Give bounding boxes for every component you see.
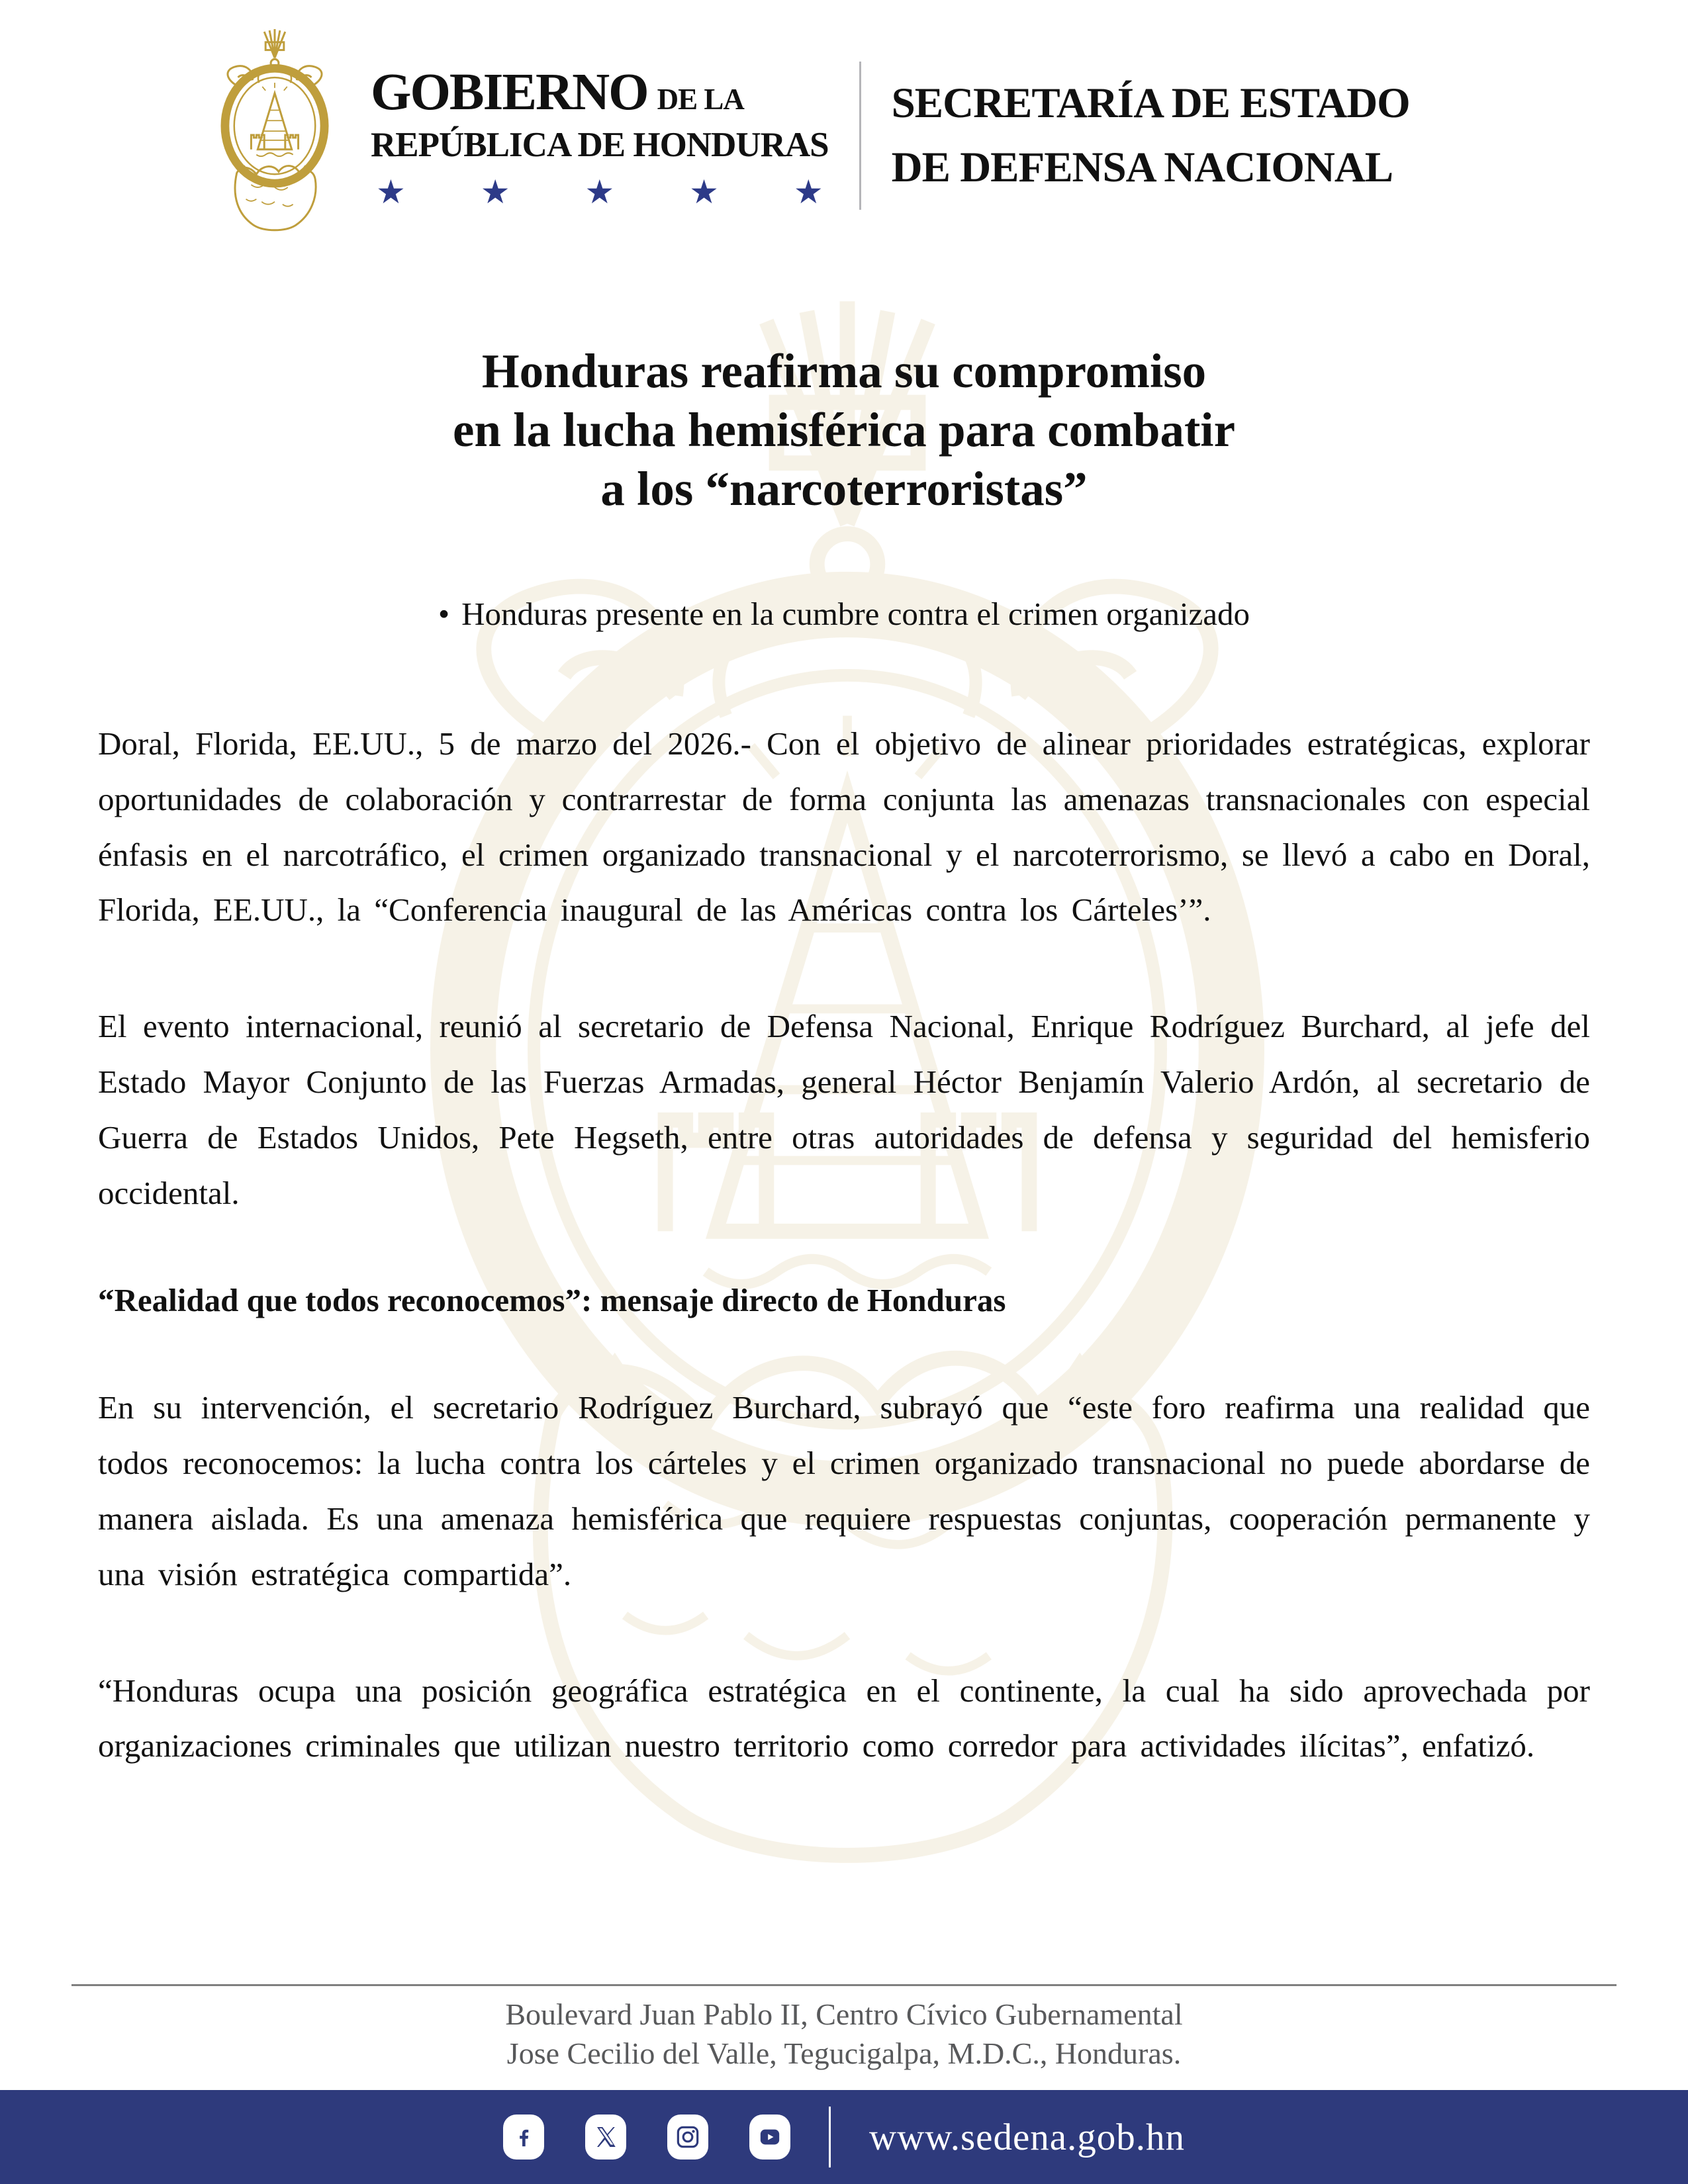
star-row <box>371 175 829 208</box>
secretaria-line-2: DE DEFENSA NACIONAL <box>891 144 1393 191</box>
body-paragraph: Doral, Florida, EE.UU., 5 de marzo del 2026.- Con el objetivo de alinear prioridades estratégicas, explorar oportunidades de colaboración y contrarrestar de forma conjunta las amenazas transnacionales con especial énfasis en el narcotráfico, el crimen organizado transnacional y el narcoterrorismo, se llevó a cabo en Doral, Florida, EE.UU., la “Conferencia inaugural de las Américas contra los Cárteles’”. <box>98 725 1590 929</box>
letterhead <box>0 0 1688 244</box>
header-divider <box>859 62 861 210</box>
wordmark-line-1 <box>371 63 829 122</box>
youtube-button[interactable] <box>749 2115 790 2160</box>
star-icon: ★ <box>585 173 615 210</box>
star-icon: ★ <box>689 173 719 210</box>
headline-line-1: Honduras reafirma su compromiso <box>481 344 1207 398</box>
article-body <box>98 716 1590 1774</box>
body-paragraph: En su intervención, el secretario Rodríguez Burchard, subrayó que “este foro reafirma una realidad que todos reconocemos: la lucha contra los cárteles y el crimen organizado transnacional no puede abordarse de manera aislada. Es una amenaza hemisférica que requiere respuestas conjuntas, cooperación permanente y una visión estratégica compartida”. <box>98 1389 1590 1592</box>
x-icon <box>592 2124 619 2150</box>
instagram-icon <box>675 2124 701 2150</box>
facebook-button[interactable] <box>503 2115 544 2160</box>
headline-line-3: a los “narcoterroristas” <box>600 462 1088 516</box>
facebook-icon <box>510 2124 537 2150</box>
body-paragraph: El evento internacional, reunió al secretario de Defensa Nacional, Enrique Rodríguez Burchard, al jefe del Estado Mayor Conjunto de las Fuerzas Armadas, general Héctor Benjamín Valerio Ardón, al secretario de Guerra de Estados Unidos, Pete Hegseth, entre otras autoridades de defensa y seguridad del hemisferio occidental. <box>98 1008 1590 1211</box>
footer-bar <box>0 2090 1688 2184</box>
bullet-marker: • <box>438 596 450 633</box>
website-link[interactable]: www.sedena.gob.hn <box>868 2116 1186 2158</box>
wordmark-de-la: DE LA <box>657 83 744 116</box>
honduras-coat-of-arms-icon <box>196 28 353 244</box>
star-icon: ★ <box>480 173 510 210</box>
star-icon: ★ <box>793 173 823 210</box>
address-line-1: Boulevard Juan Pablo II, Centro Cívico Gubernamental <box>505 1997 1183 2032</box>
address-line-2: Jose Cecilio del Valle, Tegucigalpa, M.D.C., Honduras. <box>506 2036 1182 2071</box>
footer-bar-divider <box>829 2107 831 2167</box>
youtube-icon <box>757 2124 783 2150</box>
address-block <box>0 1995 1688 2073</box>
wordmark-republica: REPÚBLICA DE HONDURAS <box>371 126 829 164</box>
bullet-lead <box>0 595 1688 633</box>
section-subheading: “Realidad que todos reconocemos”: mensaje directo de Honduras <box>98 1282 1006 1319</box>
secretaria-line-1: SECRETARÍA DE ESTADO <box>891 79 1410 127</box>
page-footer <box>0 1984 1688 2184</box>
wordmark-gobierno: GOBIERNO <box>371 64 648 121</box>
headline <box>0 341 1688 518</box>
secretaria-title <box>892 71 1410 201</box>
government-wordmark <box>371 63 829 208</box>
footer-divider <box>71 1984 1617 1986</box>
headline-line-2: en la lucha hemisférica para combatir <box>452 403 1235 457</box>
star-icon: ★ <box>376 173 406 210</box>
bullet-text: Honduras presente en la cumbre contra el crimen organizado <box>461 596 1250 633</box>
instagram-button[interactable] <box>667 2115 708 2160</box>
social-links <box>503 2115 790 2160</box>
body-paragraph: “Honduras ocupa una posición geográfica estratégica en el continente, la cual ha sido aprovechada por organizaciones criminales que utilizan nuestro territorio como corredor para actividades ilícitas”, enfatizó. <box>98 1672 1590 1764</box>
x-button[interactable] <box>585 2115 626 2160</box>
